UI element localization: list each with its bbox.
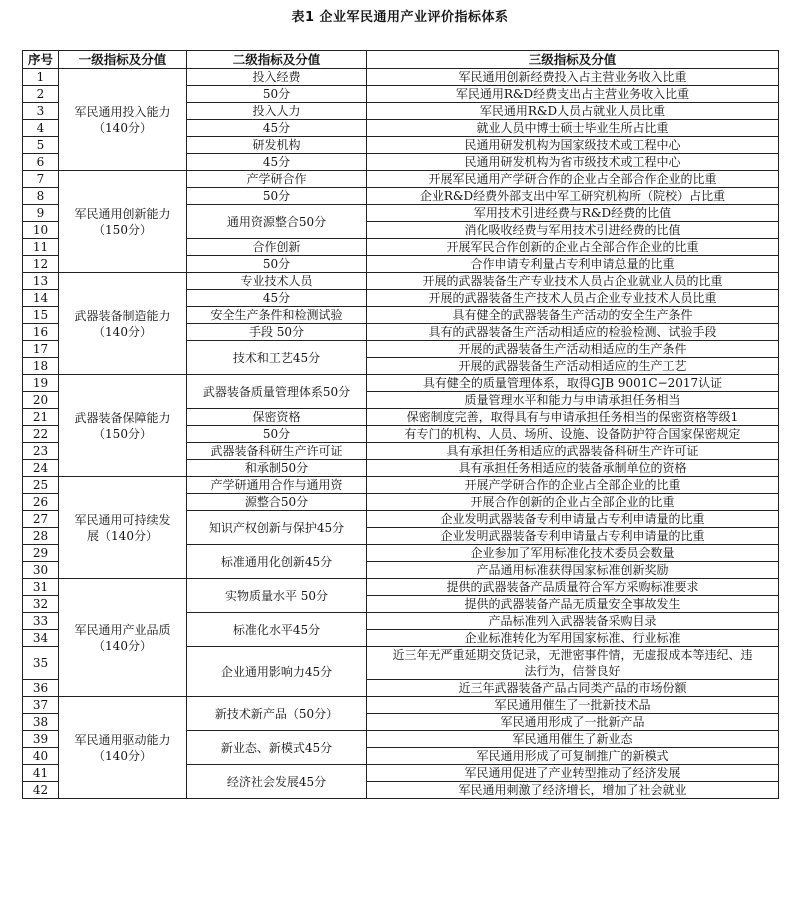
level3-cell: 军民通用R&D经费支出占主营业务收入比重 (367, 86, 779, 103)
table-row (23, 375, 779, 392)
row-number: 8 (23, 188, 59, 205)
level2-cell (187, 120, 367, 137)
level3-cell: 开展的武器装备生产技术人员占企业专业技术人员比重 (367, 290, 779, 307)
level3-cell: 近三年武器装备产品占同类产品的市场份额 (367, 680, 779, 697)
indicator-table (22, 50, 779, 799)
level3-cell: 企业R&D经费外部支出中军工研究机构所（院校）占比重 (367, 188, 779, 205)
level2-cell (187, 494, 367, 511)
level2-cell (187, 69, 367, 86)
level2-score: 50分 (262, 257, 291, 271)
level1-score: （140分） (93, 324, 152, 339)
row-number: 37 (23, 697, 59, 714)
row-number: 18 (23, 358, 59, 375)
row-number: 21 (23, 409, 59, 426)
level2-name: 标准化水平45分 (232, 622, 321, 637)
level1-score: （150分） (93, 426, 152, 441)
level3-cell: 质量管理水平和能力与申请承担任务相当 (367, 392, 779, 409)
level3-cell: 保密制度完善，取得具有与申请承担任务相当的保密资格等级1 (367, 409, 779, 426)
row-number: 13 (23, 273, 59, 290)
level3-cell: 开展的武器装备生产活动相适应的生产工艺 (367, 358, 779, 375)
row-number: 10 (23, 222, 59, 239)
level3-cell: 有专门的机构、人员、场所、设施、设备防护符合国家保密规定 (367, 426, 779, 443)
level2-cell (187, 154, 367, 171)
level2-name: 技术和工艺45分 (232, 350, 321, 365)
level2-score: 源整合50分 (244, 495, 309, 509)
level2-cell (187, 545, 367, 579)
table-row (23, 477, 779, 494)
table-row (23, 697, 779, 714)
row-number: 27 (23, 511, 59, 528)
level1-score: （150分） (93, 222, 152, 237)
level3-cell: 军用技术引进经费与R&D经费的比值 (367, 205, 779, 222)
level1-cell (59, 477, 187, 579)
level2-cell (187, 731, 367, 765)
level3-cell: 就业人员中博士硕士毕业生所占比重 (367, 120, 779, 137)
level2-name: 研发机构 (252, 138, 301, 152)
level2-name: 投入经费 (252, 70, 301, 84)
level1-name: 军民通用驱动能力 (74, 732, 171, 747)
level1-name: 军民通用产业品质 (74, 622, 171, 637)
level2-cell (187, 171, 367, 188)
level1-name: 军民通用创新能力 (74, 206, 171, 221)
row-number: 31 (23, 579, 59, 596)
row-number: 19 (23, 375, 59, 392)
level3-cell: 民通用研发机构为国家级技术或工程中心 (367, 137, 779, 154)
level3-cell: 企业标准转化为军用国家标准、行业标准 (367, 630, 779, 647)
row-number: 42 (23, 782, 59, 799)
level2-cell (187, 477, 367, 494)
level2-score: 45分 (262, 155, 291, 169)
level2-name: 安全生产条件和检测试验 (210, 308, 343, 322)
row-number: 11 (23, 239, 59, 256)
level2-cell (187, 765, 367, 799)
level2-name: 经济社会发展45分 (226, 774, 327, 789)
level3-cell: 开展产学研合作的企业占全部企业的比重 (367, 477, 779, 494)
level3-cell: 开展的武器装备生产活动相适应的生产条件 (367, 341, 779, 358)
level3-cell: 军民通用催生了新业态 (367, 731, 779, 748)
level2-score: 50分 (262, 87, 291, 101)
level3-cell: 具有的武器装备生产活动相适应的检验检测、试验手段 (367, 324, 779, 341)
level2-cell (187, 443, 367, 460)
level3-cell: 军民通用R&D人员占就业人员比重 (367, 103, 779, 120)
level3-cell: 具有健全的武器装备生产活动的安全生产条件 (367, 307, 779, 324)
row-number: 26 (23, 494, 59, 511)
row-number: 23 (23, 443, 59, 460)
level2-name: 保密资格 (252, 410, 301, 424)
level2-name: 知识产权创新与保护45分 (208, 520, 345, 535)
level3-cell: 开展军民通用产学研合作的企业占全部合作企业的比重 (367, 171, 779, 188)
level3-cell: 企业参加了军用标准化技术委员会数量 (367, 545, 779, 562)
row-number: 7 (23, 171, 59, 188)
level3-cell: 军民通用创新经费投入占主营业务收入比重 (367, 69, 779, 86)
level1-cell (59, 171, 187, 273)
row-number: 17 (23, 341, 59, 358)
level2-score: 45分 (262, 121, 291, 135)
row-number: 29 (23, 545, 59, 562)
level2-name: 专业技术人员 (240, 274, 313, 288)
level2-score: 45分 (262, 291, 291, 305)
level2-cell (187, 239, 367, 256)
level2-cell (187, 205, 367, 239)
level2-cell (187, 307, 367, 324)
header-level1: 一级指标及分值 (59, 51, 187, 69)
level2-cell (187, 375, 367, 409)
level1-score: （140分） (93, 748, 152, 763)
level2-cell (187, 613, 367, 647)
header-row (23, 51, 779, 69)
table-row (23, 171, 779, 188)
level2-name: 企业通用影响力45分 (220, 664, 333, 679)
row-number: 9 (23, 205, 59, 222)
level2-cell (187, 409, 367, 426)
level2-name: 产学研合作 (246, 172, 307, 186)
level3-cell: 具有健全的质量管理体系，取得GJB 9001C−2017认证 (367, 375, 779, 392)
row-number: 33 (23, 613, 59, 630)
level1-score: （140分） (93, 120, 152, 135)
level2-name: 新技术新产品（50分） (214, 706, 339, 721)
level3-cell: 产品通用标准获得国家标准创新奖励 (367, 562, 779, 579)
row-number: 1 (23, 69, 59, 86)
level3-cell: 合作申请专利量占专利申请总量的比重 (367, 256, 779, 273)
level2-name: 武器装备科研生产许可证 (210, 444, 343, 458)
row-number: 36 (23, 680, 59, 697)
level3-cell: 提供的武器装备产品无质量安全事故发生 (367, 596, 779, 613)
header-level2: 二级指标及分值 (187, 51, 367, 69)
level3-cell (367, 647, 779, 680)
level2-cell (187, 647, 367, 697)
level2-cell (187, 579, 367, 613)
level2-cell (187, 86, 367, 103)
level2-name: 标准通用化创新45分 (220, 554, 333, 569)
level3-cell: 企业发明武器装备专利申请量占专利申请量的比重 (367, 511, 779, 528)
row-number: 34 (23, 630, 59, 647)
level1-name: 武器装备保障能力 (74, 410, 171, 425)
row-number: 6 (23, 154, 59, 171)
row-number: 35 (23, 647, 59, 680)
row-number: 30 (23, 562, 59, 579)
level2-name: 投入人力 (252, 104, 301, 118)
level3-cell: 消化吸收经费与军用技术引进经费的比值 (367, 222, 779, 239)
level2-cell (187, 511, 367, 545)
level2-score: 和承制50分 (244, 461, 309, 475)
level3-cell: 产品标准列入武器装备采购目录 (367, 613, 779, 630)
level3-text-line1: 近三年无严重延期交货记录，无泄密事件情，无虚报成本等违纪、违 (392, 648, 753, 662)
row-number: 14 (23, 290, 59, 307)
level3-cell: 具有承担任务相适应的武器装备科研生产许可证 (367, 443, 779, 460)
row-number: 2 (23, 86, 59, 103)
row-number: 25 (23, 477, 59, 494)
row-number: 5 (23, 137, 59, 154)
level2-name: 合作创新 (252, 240, 301, 254)
level2-cell (187, 103, 367, 120)
row-number: 15 (23, 307, 59, 324)
table-title: 表1 企业军民通用产业评价指标体系 (291, 10, 509, 25)
level1-name: 武器装备制造能力 (74, 308, 171, 323)
level3-cell: 提供的武器装备产品质量符合军方采购标准要求 (367, 579, 779, 596)
level2-cell (187, 137, 367, 154)
level3-cell: 民通用研发机构为省市级技术或工程中心 (367, 154, 779, 171)
level2-cell (187, 697, 367, 731)
row-number: 39 (23, 731, 59, 748)
level1-score: （140分） (93, 638, 152, 653)
level2-cell (187, 341, 367, 375)
level3-cell: 军民通用形成了可复制推广的新模式 (367, 748, 779, 765)
level2-name: 武器装备质量管理体系50分 (202, 384, 351, 399)
row-number: 22 (23, 426, 59, 443)
level2-name: 通用资源整合50分 (226, 214, 327, 229)
level3-cell: 开展合作创新的企业占全部企业的比重 (367, 494, 779, 511)
level3-cell: 军民通用刺激了经济增长，增加了社会就业 (367, 782, 779, 799)
level3-cell: 企业发明武器装备专利申请量占专利申请量的比重 (367, 528, 779, 545)
level1-cell (59, 69, 187, 171)
row-number: 4 (23, 120, 59, 137)
table-row (23, 69, 779, 86)
level2-name: 产学研通用合作与通用资 (210, 478, 343, 492)
row-number: 12 (23, 256, 59, 273)
level2-score: 手段 50分 (248, 325, 305, 339)
level1-name: 军民通用可持续发 (74, 512, 171, 527)
level2-cell (187, 188, 367, 205)
level3-cell: 开展军民合作创新的企业占全部合作企业的比重 (367, 239, 779, 256)
row-number: 40 (23, 748, 59, 765)
level1-score: 展（140分） (87, 528, 158, 543)
row-number: 24 (23, 460, 59, 477)
level3-cell: 军民通用促进了产业转型推动了经济发展 (367, 765, 779, 782)
row-number: 28 (23, 528, 59, 545)
row-number: 41 (23, 765, 59, 782)
level1-name: 军民通用投入能力 (74, 104, 171, 119)
level2-score: 50分 (262, 427, 291, 441)
level3-cell: 开展的武器装备生产专业技术人员占企业就业人员的比重 (367, 273, 779, 290)
row-number: 16 (23, 324, 59, 341)
level3-cell: 具有承担任务相适应的装备承制单位的资格 (367, 460, 779, 477)
header-seq: 序号 (23, 51, 59, 69)
row-number: 3 (23, 103, 59, 120)
level3-cell: 军民通用催生了一批新技术品 (367, 697, 779, 714)
level1-cell (59, 273, 187, 375)
level1-cell (59, 579, 187, 697)
level2-name: 实物质量水平 50分 (224, 588, 329, 603)
row-number: 20 (23, 392, 59, 409)
row-number: 32 (23, 596, 59, 613)
table-row (23, 579, 779, 596)
level2-cell (187, 290, 367, 307)
row-number: 38 (23, 714, 59, 731)
level2-cell (187, 426, 367, 443)
level2-cell (187, 460, 367, 477)
level1-cell (59, 375, 187, 477)
level2-cell (187, 324, 367, 341)
level2-cell (187, 273, 367, 290)
level3-cell: 军民通用形成了一批新产品 (367, 714, 779, 731)
level2-cell (187, 256, 367, 273)
level1-cell (59, 697, 187, 799)
header-level3: 三级指标及分值 (367, 51, 779, 69)
table-row (23, 273, 779, 290)
level3-text-line2: 法行为，信誉良好 (524, 664, 621, 678)
level2-name: 新业态、新模式45分 (220, 740, 333, 755)
level2-score: 50分 (262, 189, 291, 203)
